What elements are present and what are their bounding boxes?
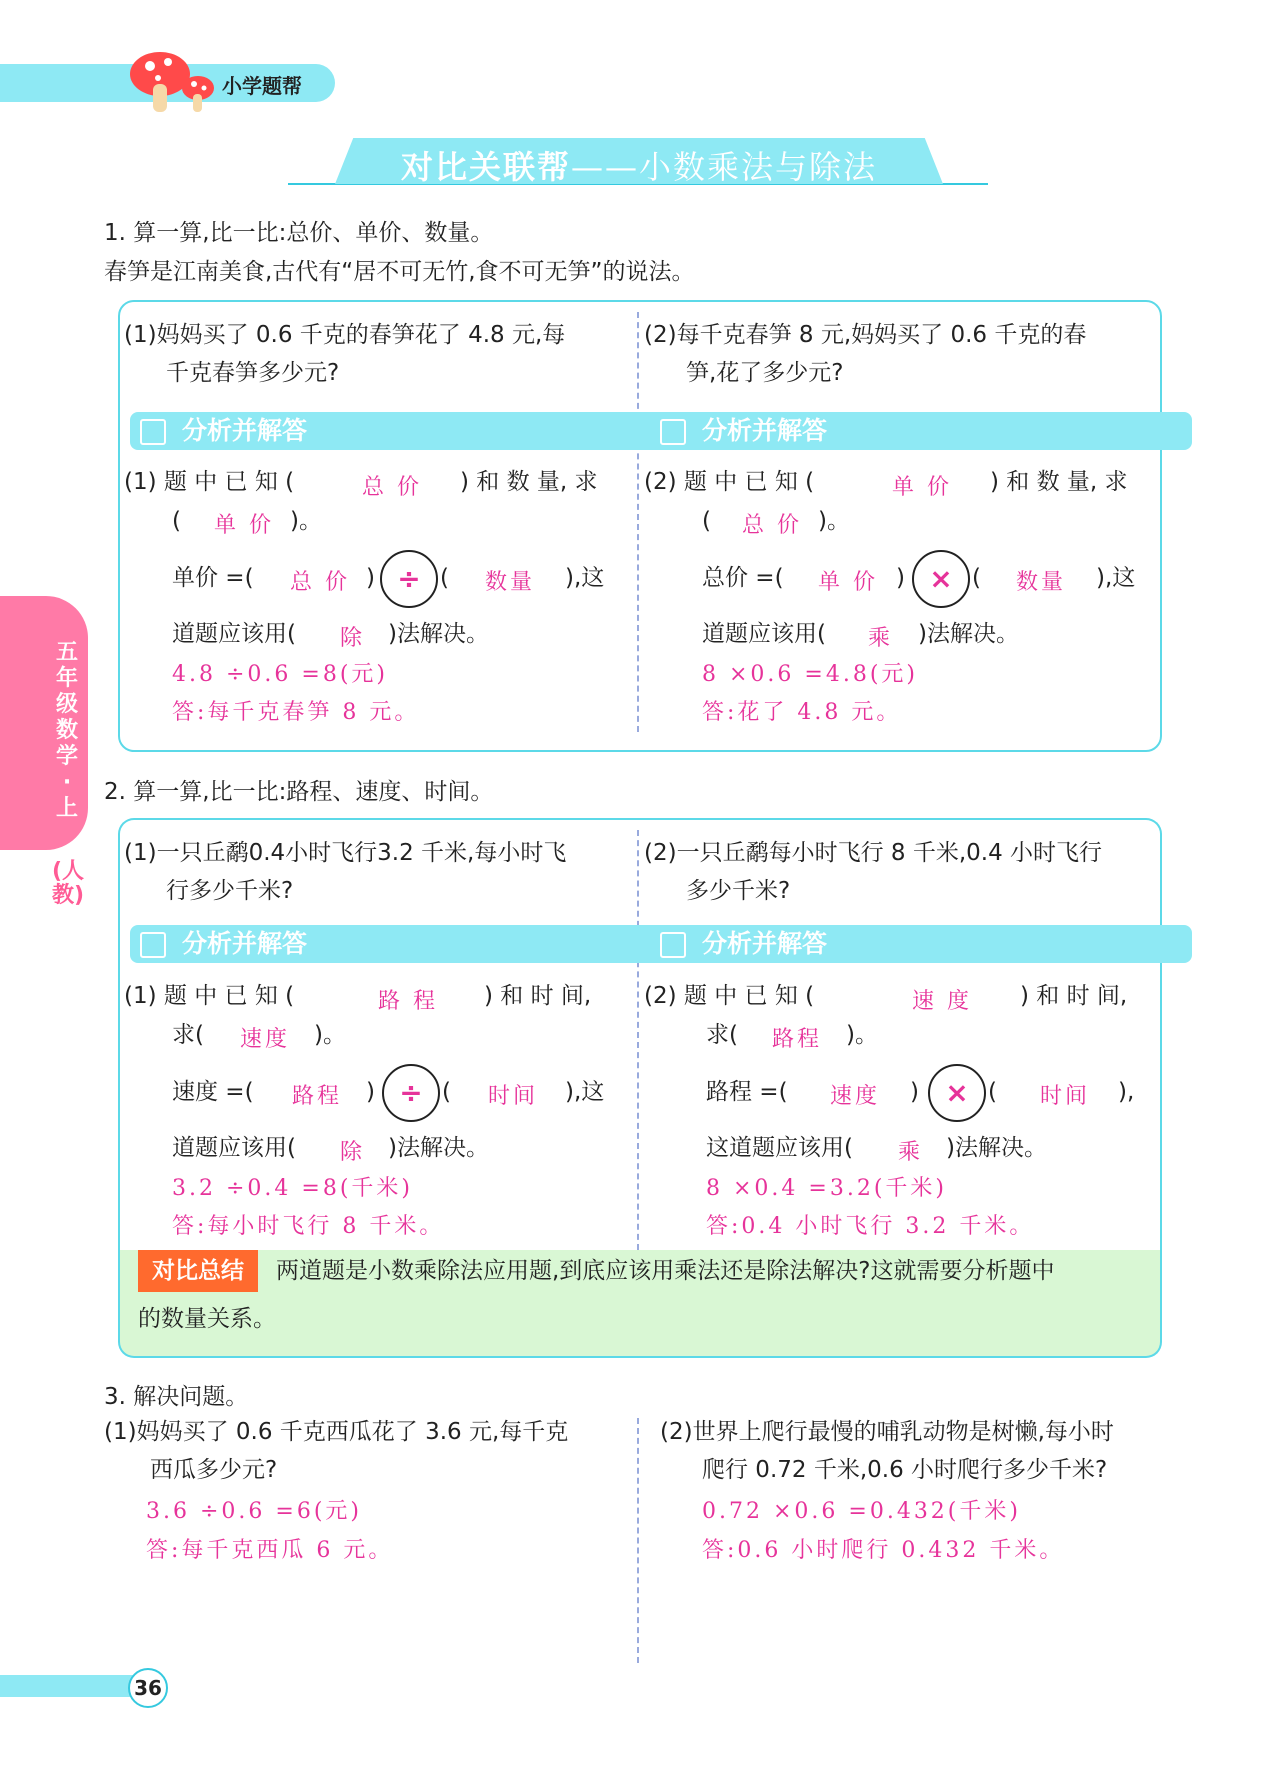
q3-left-answer: 答:每千克西瓜 6 元。 bbox=[146, 1538, 394, 1563]
q1-left-s2b: )。 bbox=[290, 508, 322, 534]
q2-right-problem-l1: (2)一只丘鹬每小时飞行 8 千米,0.4 小时飞行 bbox=[644, 840, 1103, 866]
q1-right-eq-ans2: 数量 bbox=[1016, 570, 1067, 595]
paren-close: ) bbox=[366, 565, 375, 591]
q2-right-eq-ans1: 速度 bbox=[830, 1084, 881, 1109]
q2-left-eq-a: 速度 =( bbox=[172, 1079, 254, 1105]
q3-title: 3. 解决问题。 bbox=[104, 1384, 249, 1410]
q1-right-eq-c: ),这 bbox=[1096, 565, 1136, 591]
q1-right-s2b: )。 bbox=[818, 508, 850, 534]
q1-left-eq-a: 单价 =( bbox=[172, 565, 254, 591]
pencil-icon bbox=[140, 419, 166, 445]
q1-right-problem-l2: 笋,花了多少元? bbox=[686, 360, 844, 386]
paren-close: ) bbox=[896, 565, 905, 591]
q3-right-problem-l2: 爬行 0.72 千米,0.6 小时爬行多少千米? bbox=[702, 1457, 1108, 1483]
title-main: 对比关联帮 bbox=[400, 148, 571, 186]
q2-left-ans2: 速度 bbox=[240, 1027, 291, 1052]
q2-right-eq-a: 路程 =( bbox=[706, 1079, 788, 1105]
q2-left-problem-l2: 行多少千米? bbox=[166, 878, 294, 904]
multiply-operator: × bbox=[912, 550, 970, 608]
pill-label: 分析并解答 bbox=[182, 416, 308, 445]
q2-left-eq-c: ),这 bbox=[565, 1079, 605, 1105]
q1-right-s1a: (2) 题 中 已 知 ( bbox=[644, 469, 815, 495]
pill-label: 分析并解答 bbox=[702, 929, 828, 958]
q1-right-answer: 答:花了 4.8 元。 bbox=[702, 700, 902, 725]
brand-label: 小学题帮 bbox=[222, 74, 302, 98]
paren-open: ( bbox=[440, 565, 449, 591]
q1-left-eq-c: ),这 bbox=[565, 565, 605, 591]
page-title bbox=[335, 142, 943, 188]
q1-left-use-b: )法解决。 bbox=[388, 621, 489, 647]
summary-line-2: 的数量关系。 bbox=[138, 1306, 276, 1332]
q2-left-s2b: )。 bbox=[314, 1022, 346, 1048]
divide-operator: ÷ bbox=[382, 1064, 440, 1122]
q1-right-calc: 8 ×0.6 =4.8(元) bbox=[702, 662, 918, 687]
summary-tag: 对比总结 bbox=[138, 1250, 258, 1292]
q2-right-eq-c: ), bbox=[1118, 1079, 1135, 1105]
q2-right-s1b: ) 和 时 间, bbox=[1020, 983, 1128, 1009]
q2-left-s2a: 求( bbox=[172, 1022, 204, 1048]
q2-title: 2. 算一算,比一比:路程、速度、时间。 bbox=[104, 779, 494, 805]
q3-right-calc: 0.72 ×0.6 =0.432(千米) bbox=[702, 1499, 1021, 1524]
q1-right-ans1: 单 价 bbox=[892, 475, 952, 500]
q1-right-problem-l1: (2)每千克春笋 8 元,妈妈买了 0.6 千克的春 bbox=[644, 322, 1087, 348]
q1-left-use-a: 道题应该用( bbox=[172, 621, 296, 647]
q1-left-problem-l1: (1)妈妈买了 0.6 千克的春笋花了 4.8 元,每 bbox=[124, 322, 566, 348]
q1-left-problem-l2: 千克春笋多少元? bbox=[166, 360, 340, 386]
q1-right-use-b: )法解决。 bbox=[918, 621, 1019, 647]
q1-left-eq-ans2: 数量 bbox=[485, 570, 536, 595]
q1-left-s2a: ( bbox=[172, 508, 181, 534]
q1-left-use-ans: 除 bbox=[340, 626, 366, 651]
grade-label: 五年级数学·上 bbox=[55, 640, 78, 821]
q2-left-use-a: 道题应该用( bbox=[172, 1135, 296, 1161]
pill-label: 分析并解答 bbox=[702, 416, 828, 445]
q2-right-pill bbox=[650, 925, 1192, 963]
q2-left-answer: 答:每小时飞行 8 千米。 bbox=[172, 1214, 445, 1239]
q2-right-ans1: 速 度 bbox=[912, 989, 972, 1014]
pencil-icon bbox=[140, 932, 166, 958]
q2-right-answer: 答:0.4 小时飞行 3.2 千米。 bbox=[706, 1214, 1035, 1239]
q2-right-s1a: (2) 题 中 已 知 ( bbox=[644, 983, 815, 1009]
q2-left-use-ans: 除 bbox=[340, 1140, 366, 1165]
q2-left-pill bbox=[130, 925, 672, 963]
pencil-icon bbox=[660, 419, 686, 445]
divide-operator: ÷ bbox=[380, 550, 438, 608]
q2-left-eq-ans2: 时间 bbox=[488, 1084, 539, 1109]
q1-left-ans1: 总 价 bbox=[362, 475, 422, 500]
q1-left-answer: 答:每千克春笋 8 元。 bbox=[172, 700, 420, 725]
q2-right-eq-ans2: 时间 bbox=[1040, 1084, 1091, 1109]
q1-right-s1b: ) 和 数 量, 求 bbox=[990, 469, 1128, 495]
q1-right-ans2: 总 价 bbox=[742, 513, 802, 538]
q1-left-calc: 4.8 ÷0.6 =8(元) bbox=[172, 662, 388, 687]
summary-line-1: 两道题是小数乘除法应用题,到底应该用乘法还是除法解决?这就需要分析题中 bbox=[276, 1258, 1055, 1284]
paren-close: ) bbox=[910, 1079, 919, 1105]
q3-right-answer: 答:0.6 小时爬行 0.432 千米。 bbox=[702, 1538, 1065, 1563]
paren-open: ( bbox=[442, 1079, 451, 1105]
q2-left-calc: 3.2 ÷0.4 =8(千米) bbox=[172, 1176, 413, 1201]
q1-right-use-ans: 乘 bbox=[868, 626, 894, 651]
q2-left-s1b: ) 和 时 间, bbox=[484, 983, 592, 1009]
q2-right-use-ans: 乘 bbox=[898, 1140, 924, 1165]
q1-right-eq-ans1: 单 价 bbox=[818, 570, 878, 595]
q1-title: 1. 算一算,比一比:总价、单价、数量。 bbox=[104, 220, 494, 246]
q3-divider bbox=[637, 1418, 639, 1663]
q1-left-ans2: 单 价 bbox=[214, 513, 274, 538]
title-sub: ——小数乘法与除法 bbox=[571, 148, 878, 186]
paren-open: ( bbox=[988, 1079, 997, 1105]
q1-right-eq-a: 总价 =( bbox=[702, 565, 784, 591]
q2-right-ans2: 路程 bbox=[772, 1027, 823, 1052]
q2-right-calc: 8 ×0.4 =3.2(千米) bbox=[706, 1176, 947, 1201]
q1-left-s1a: (1) 题 中 已 知 ( bbox=[124, 469, 295, 495]
pill-label: 分析并解答 bbox=[182, 929, 308, 958]
q2-left-ans1: 路 程 bbox=[378, 989, 438, 1014]
q2-right-s2a: 求( bbox=[706, 1022, 738, 1048]
q1-left-eq-ans1: 总 价 bbox=[290, 570, 350, 595]
q2-right-use-a: 这道题应该用( bbox=[706, 1135, 853, 1161]
q1-divider bbox=[637, 312, 639, 732]
q2-left-s1a: (1) 题 中 已 知 ( bbox=[124, 983, 295, 1009]
mushroom-icon bbox=[128, 44, 220, 116]
q3-right-problem-l1: (2)世界上爬行最慢的哺乳动物是树懒,每小时 bbox=[660, 1419, 1114, 1445]
q2-left-problem-l1: (1)一只丘鹬0.4小时飞行3.2 千米,每小时飞 bbox=[124, 840, 567, 866]
q1-right-s2a: ( bbox=[702, 508, 711, 534]
paren-close: ) bbox=[366, 1079, 375, 1105]
q2-divider bbox=[637, 830, 639, 1250]
q1-left-pill bbox=[130, 412, 672, 450]
q1-intro: 春笋是江南美食,古代有“居不可无竹,食不可无笋”的说法。 bbox=[104, 259, 695, 285]
q2-right-s2b: )。 bbox=[846, 1022, 878, 1048]
q1-right-use-a: 道题应该用( bbox=[702, 621, 826, 647]
q1-left-s1b: ) 和 数 量, 求 bbox=[460, 469, 598, 495]
q3-left-calc: 3.6 ÷0.6 =6(元) bbox=[146, 1499, 362, 1524]
q2-left-eq-ans1: 路程 bbox=[292, 1084, 343, 1109]
q3-left-problem-l2: 西瓜多少元? bbox=[150, 1457, 278, 1483]
pencil-icon bbox=[660, 932, 686, 958]
q2-right-use-b: )法解决。 bbox=[946, 1135, 1047, 1161]
paren-open: ( bbox=[972, 565, 981, 591]
q2-left-use-b: )法解决。 bbox=[388, 1135, 489, 1161]
q2-right-problem-l2: 多少千米? bbox=[686, 878, 791, 904]
multiply-operator: × bbox=[928, 1064, 986, 1122]
q3-left-problem-l1: (1)妈妈买了 0.6 千克西瓜花了 3.6 元,每千克 bbox=[104, 1419, 569, 1445]
q1-right-pill bbox=[650, 412, 1192, 450]
page-number: 36 bbox=[128, 1668, 168, 1708]
edition-label: (人教) bbox=[52, 859, 85, 908]
